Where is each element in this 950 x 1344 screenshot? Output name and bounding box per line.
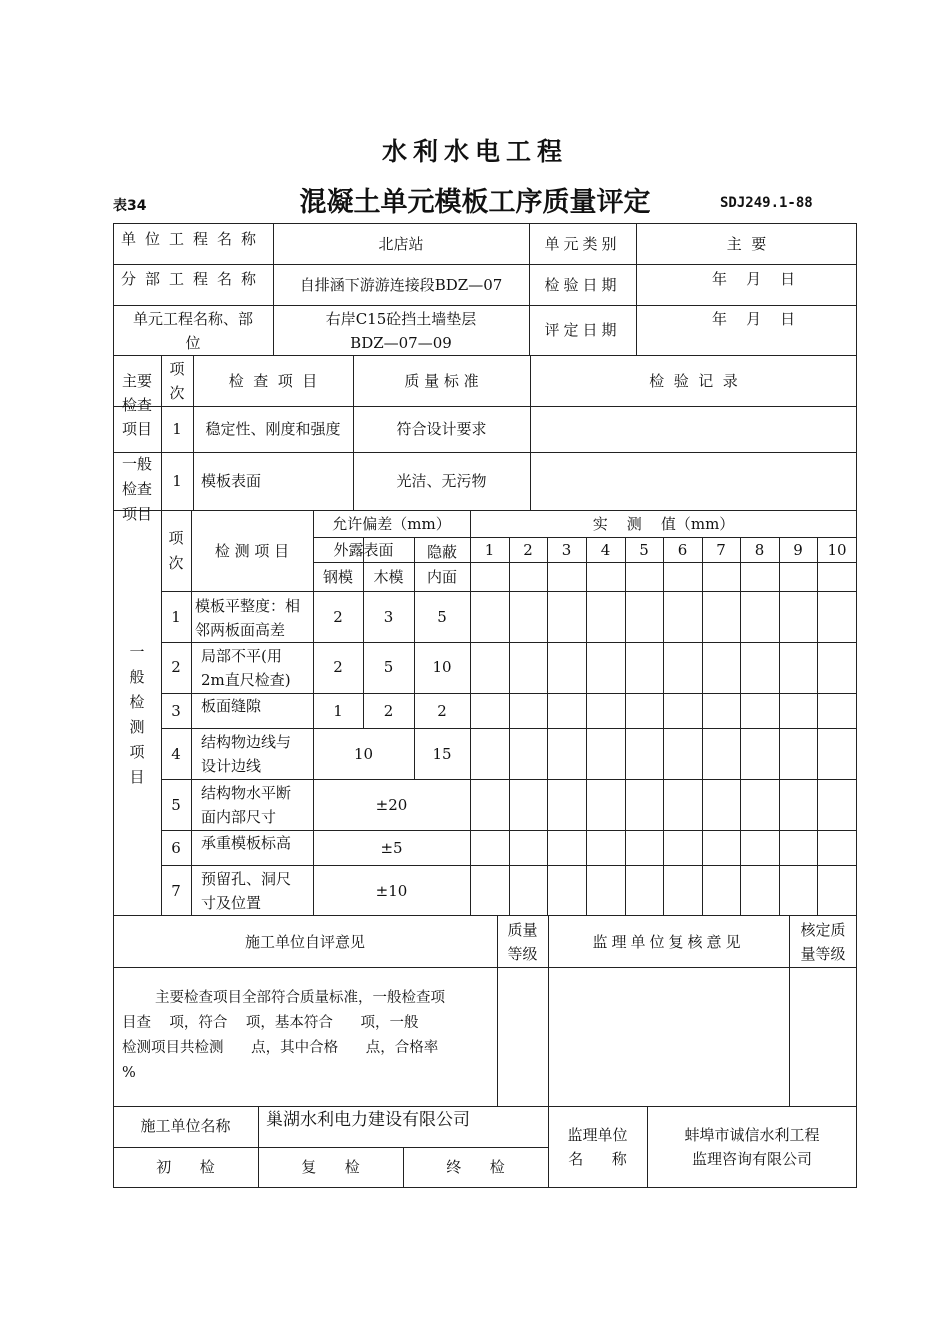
org-title: 水利水电工程 — [381, 137, 568, 166]
main-col-no-2: 次 — [169, 384, 185, 402]
supervisor-unit-label-2: 名 称 — [568, 1150, 627, 1168]
verify-grade-label-2: 量等级 — [800, 945, 846, 963]
measure-row4-exposed: 10 — [353, 745, 374, 763]
self-eval-line3: 检测项目共检测 点，其中合格 点，合格率 — [122, 1040, 439, 1056]
standard-code: SDJ249.1-88 — [720, 195, 813, 211]
measure-row7-item-1: 预留孔、洞尺 — [201, 870, 292, 888]
unit-type-value: 主 要 — [726, 235, 767, 253]
point-1: 1 — [484, 541, 495, 559]
measure-col-no-2: 次 — [168, 554, 184, 572]
element-value-line1: 右岸C15砼挡土墙垫层 — [325, 310, 477, 328]
sub-project-label: 分部工程名称 — [120, 270, 265, 288]
eval-date-label: 评定日期 — [544, 321, 621, 339]
measure-row3-no: 3 — [171, 702, 181, 720]
measure-row1-hidden: 5 — [437, 608, 447, 626]
measure-col-measured: 实 测 值（mm） — [592, 515, 735, 533]
measure-row2-hidden: 10 — [432, 658, 452, 676]
measure-row6-no: 6 — [171, 839, 181, 857]
self-eval-line2: 目查 项，符合 项，基本符合 项，一般 — [122, 1015, 419, 1031]
point-3: 3 — [561, 541, 572, 559]
contractor-label: 施工单位名称 — [140, 1117, 231, 1135]
main-col-record: 检 验 记 录 — [649, 372, 738, 390]
point-8: 8 — [754, 541, 765, 559]
measure-row2-wood: 5 — [383, 658, 394, 676]
measure-col-item: 检 测 项 目 — [214, 542, 290, 560]
measure-row5-no: 5 — [171, 796, 181, 814]
point-5: 5 — [639, 541, 649, 559]
unit-project-value: 北店站 — [378, 235, 424, 253]
final-check-label: 终 检 — [446, 1158, 505, 1176]
main-row-standard: 符合设计要求 — [396, 420, 487, 438]
measure-row3-steel: 1 — [333, 702, 343, 720]
self-eval-line4: % — [122, 1065, 136, 1081]
point-10: 10 — [827, 541, 847, 559]
point-7: 7 — [716, 541, 726, 559]
general-row-no: 1 — [172, 472, 182, 490]
grade-label-1: 质量 — [507, 921, 538, 939]
main-row-no: 1 — [172, 420, 182, 438]
measure-row5-item-1: 结构物水平断 — [201, 784, 292, 802]
measure-row3-hidden: 2 — [437, 702, 447, 720]
measure-col-exposed: 外露表面 — [333, 541, 394, 559]
measure-row6-tolerance: ±5 — [380, 839, 403, 857]
measure-label-5: 项 — [129, 743, 145, 761]
measure-row5-tolerance: ±20 — [375, 796, 408, 814]
measure-label-2: 般 — [129, 668, 145, 686]
supervisor-unit-value-1: 蚌埠市诚信水利工程 — [684, 1126, 820, 1144]
measure-label-4: 测 — [129, 718, 145, 736]
unit-project-label: 单位工程名称 — [120, 230, 265, 248]
measure-label-6: 目 — [129, 768, 145, 786]
measure-col-hidden-2: 内面 — [426, 568, 457, 586]
sub-project-value: 自排涵下游游连接段BDZ—07 — [299, 276, 503, 294]
element-label-line2: 位 — [185, 334, 201, 352]
measure-row3-wood: 2 — [383, 702, 394, 720]
grade-label-2: 等级 — [507, 945, 538, 963]
measure-row1-item-2: 邻两板面高差 — [195, 621, 286, 639]
measure-row5-item-2: 面内部尺寸 — [201, 808, 277, 826]
measure-row7-item-2: 寸及位置 — [201, 894, 262, 912]
point-6: 6 — [677, 541, 688, 559]
table-number: 表34 — [113, 198, 147, 214]
general-check-label-1: 一般 — [121, 455, 152, 473]
supervisor-unit-label-1: 监理单位 — [567, 1126, 628, 1144]
general-check-label — [113, 452, 161, 523]
main-check-label-3: 项目 — [121, 420, 152, 438]
measure-row7-tolerance: ±10 — [375, 882, 408, 900]
general-row-standard: 光洁、无污物 — [396, 472, 487, 490]
measure-row4-no: 4 — [171, 745, 181, 763]
contractor-value: 巢湖水利电力建设有限公司 — [266, 1110, 470, 1130]
point-2: 2 — [523, 541, 533, 559]
measure-col-hidden-1: 隐蔽 — [426, 543, 457, 561]
measure-row4-item-2: 设计边线 — [201, 757, 262, 775]
general-check-label-3: 项目 — [121, 505, 152, 523]
element-value-line2: BDZ—07—09 — [350, 334, 452, 352]
measure-row2-item-2: 2m直尺检查) — [201, 671, 291, 689]
main-row-item: 稳定性、刚度和强度 — [205, 420, 341, 438]
measure-col-wood: 木模 — [373, 568, 404, 586]
measure-row6-item-1: 承重模板标高 — [201, 834, 292, 852]
first-check-label: 初 检 — [156, 1158, 215, 1176]
measure-row4-hidden: 15 — [432, 745, 452, 763]
measure-row1-steel: 2 — [333, 608, 343, 626]
point-9: 9 — [793, 541, 803, 559]
general-row-item: 模板表面 — [201, 472, 262, 490]
measure-col-steel: 钢模 — [322, 568, 353, 586]
measure-row2-no: 2 — [171, 658, 181, 676]
measure-row4-item-1: 结构物边线与 — [201, 733, 292, 751]
measure-row3-item-1: 板面缝隙 — [201, 697, 262, 715]
measure-row1-item-1: 模板平整度：相 — [195, 597, 301, 615]
supervisor-unit-value-2: 监理咨询有限公司 — [691, 1150, 812, 1168]
supervisor-opinion-label: 监理单位复核意见 — [592, 933, 745, 951]
measure-row1-wood: 3 — [383, 608, 394, 626]
self-eval-line1: 主要检查项目全部符合质量标准，一般检查项 — [155, 990, 445, 1006]
measure-col-tolerance: 允许偏差（mm） — [332, 515, 451, 533]
inspect-date-label: 检验日期 — [544, 276, 621, 294]
measure-label-1: 一 — [129, 643, 145, 661]
main-check-label-1: 主要 — [121, 372, 152, 390]
element-label-line1: 单元工程名称、部 — [132, 310, 253, 328]
re-check-label: 复 检 — [301, 1158, 360, 1176]
form-title: 混凝土单元模板工序质量评定 — [299, 187, 651, 218]
unit-type-label: 单元类别 — [544, 235, 621, 253]
measure-row7-no: 7 — [171, 882, 181, 900]
inspect-date-value: 年 月 日 — [712, 270, 796, 288]
measure-row1-no: 1 — [171, 608, 181, 626]
main-col-item: 检 查 项 目 — [228, 372, 318, 390]
measure-row2-item-1: 局部不平(用 — [201, 647, 282, 665]
measure-label-3: 检 — [129, 693, 145, 711]
general-check-label-2: 检查 — [121, 480, 152, 498]
measure-col-no-1: 项 — [168, 529, 184, 547]
verify-grade-label-1: 核定质 — [800, 921, 846, 939]
self-eval-label: 施工单位自评意见 — [244, 933, 365, 951]
main-check-label-2: 检查 — [121, 396, 152, 414]
main-col-standard: 质 量 标 准 — [404, 372, 479, 390]
measure-row2-steel: 2 — [333, 658, 343, 676]
eval-date-value: 年 月 日 — [712, 310, 796, 328]
point-4: 4 — [600, 541, 611, 559]
main-col-no-1: 项 — [169, 360, 185, 378]
